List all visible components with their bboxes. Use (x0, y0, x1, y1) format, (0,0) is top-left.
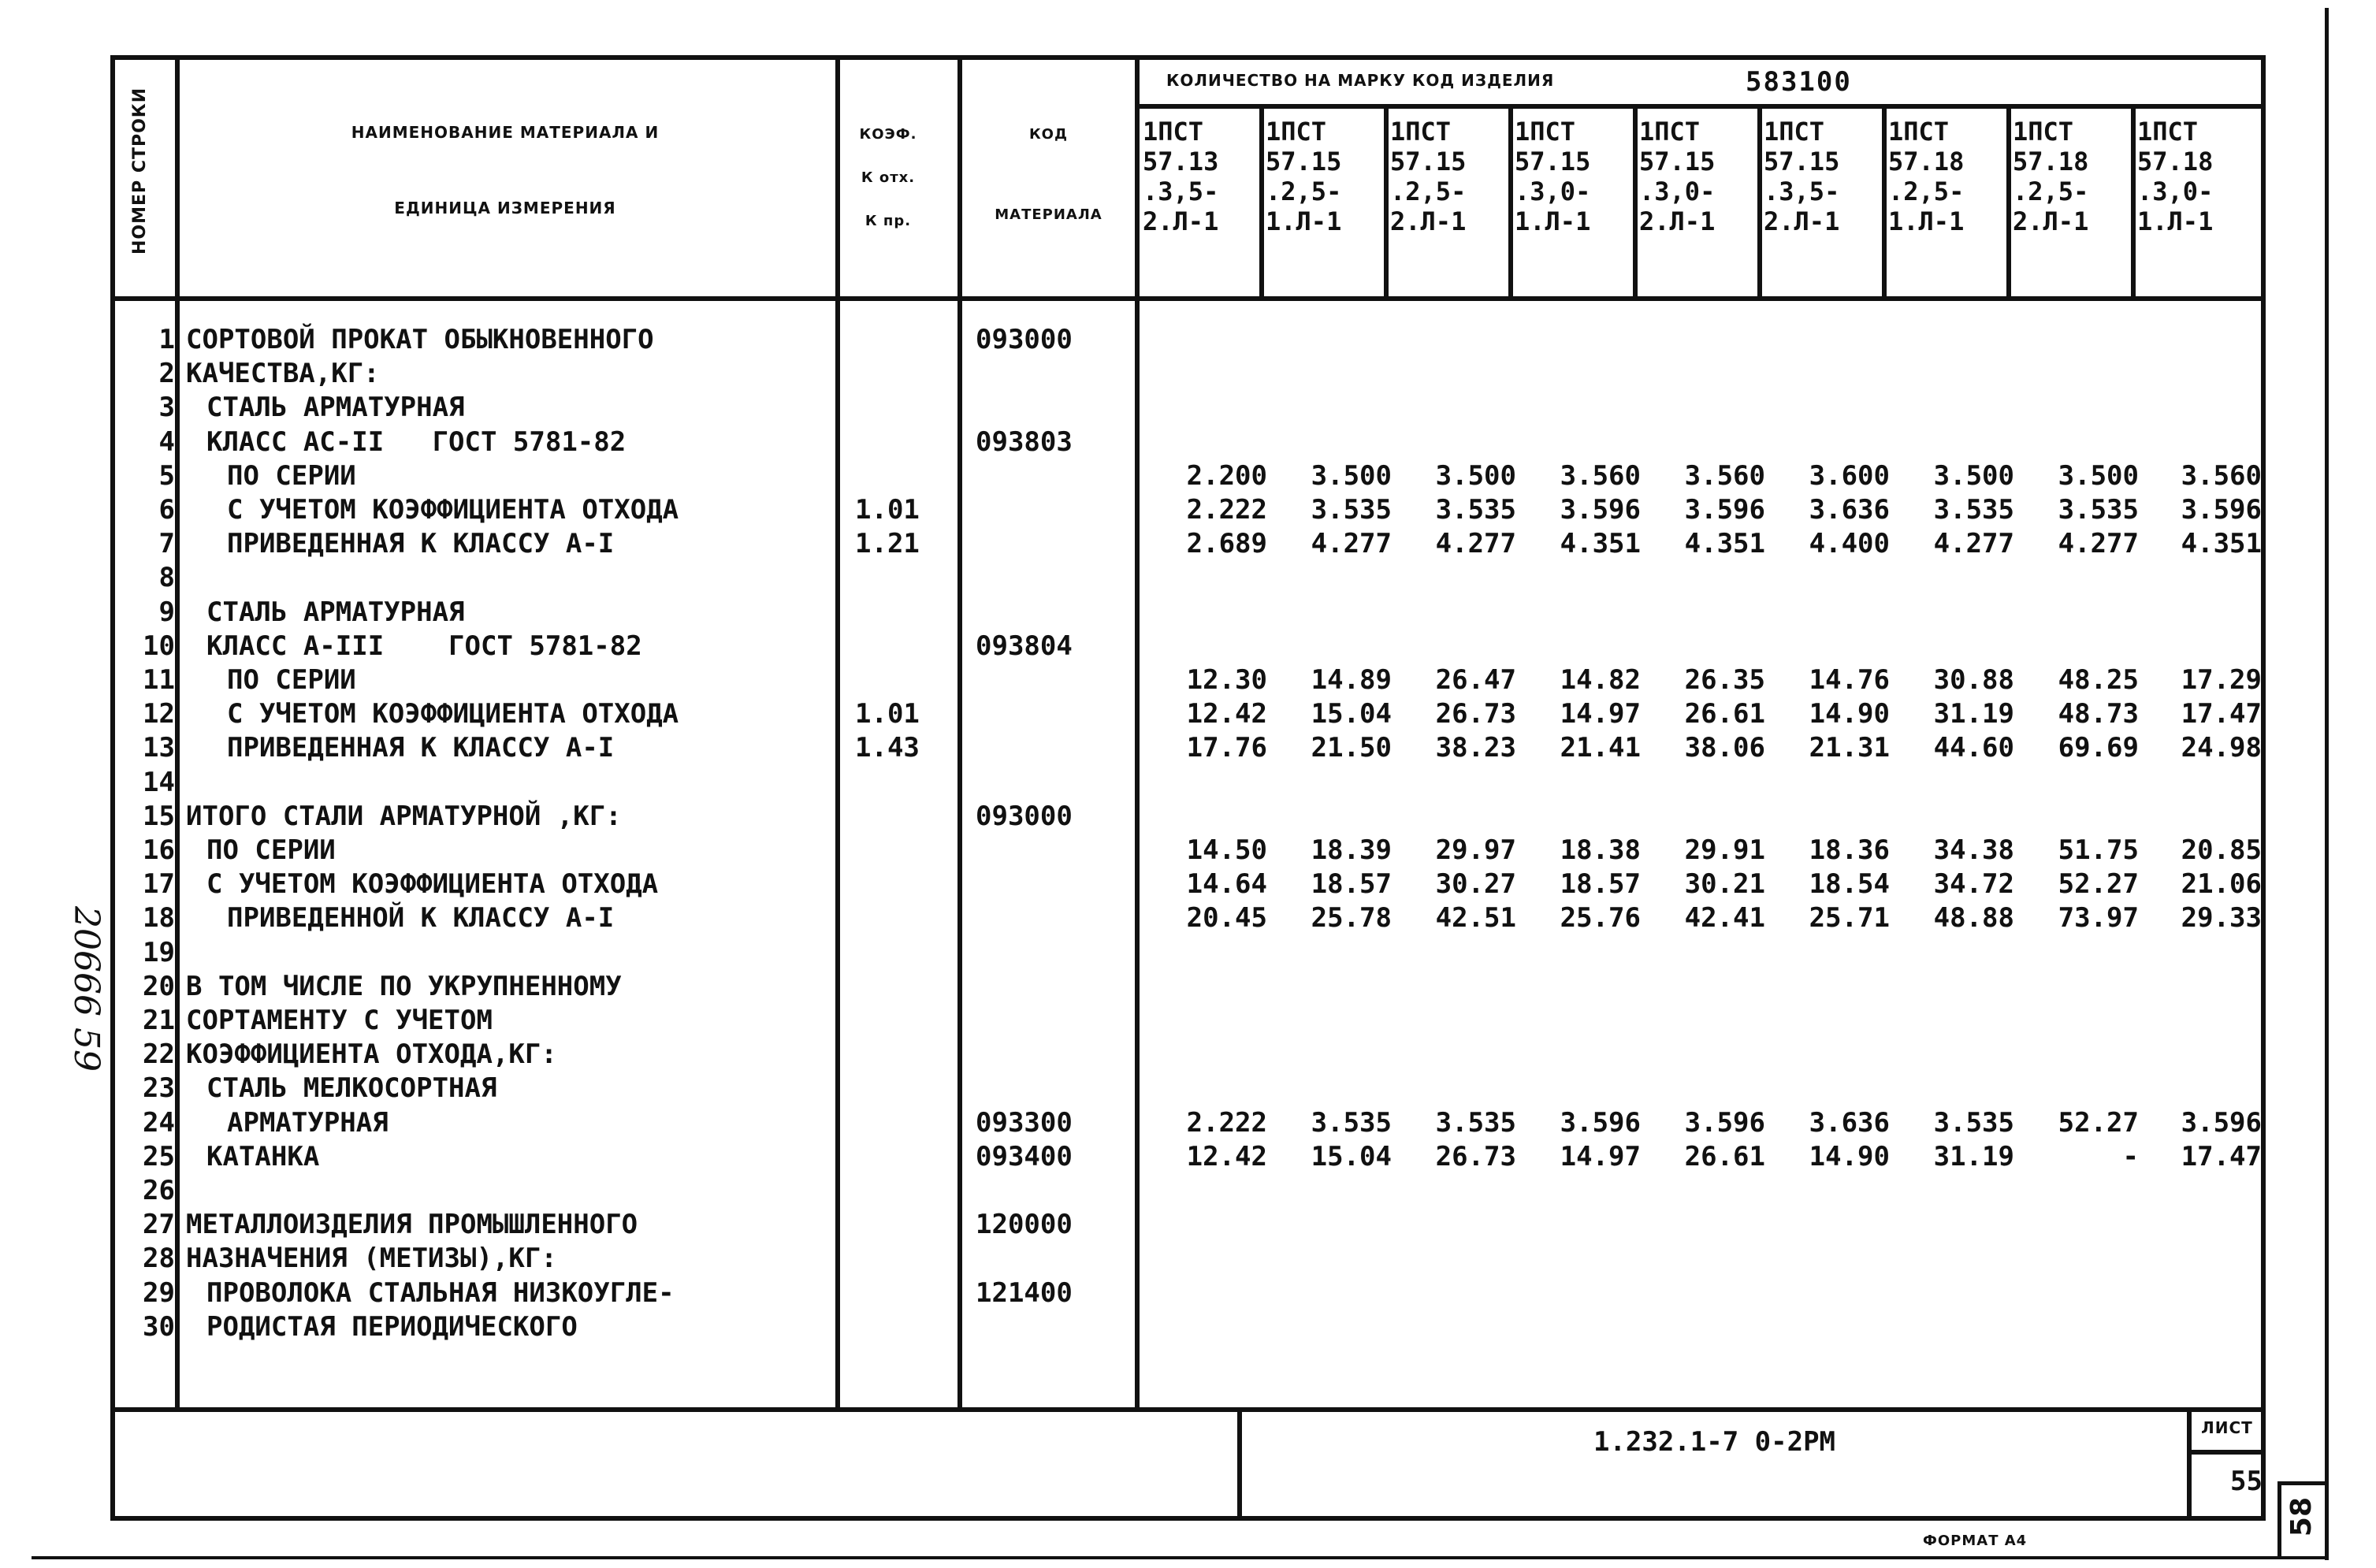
row-value-cell: 2.689 (1186, 528, 1267, 560)
bottom-margin-line (32, 1556, 2329, 1559)
row-number: 20 (143, 970, 175, 1002)
row-value-cell: 25.78 (1311, 902, 1392, 934)
row-value-cell: 14.97 (1560, 698, 1641, 730)
row-value-cell: 3.596 (1684, 494, 1765, 526)
row-value-cell: 38.23 (1435, 732, 1516, 764)
row-material-name: МЕТАЛЛОИЗДЕЛИЯ ПРОМЫШЛЕННОГО (186, 1209, 638, 1241)
product-code: 583100 (1746, 66, 1852, 98)
row-value-cell: 69.69 (2058, 732, 2139, 764)
row-material-name: ИТОГО СТАЛИ АРМАТУРНОЙ ,КГ: (186, 800, 622, 832)
row-number: 15 (143, 800, 175, 832)
row-value-cell: 26.61 (1684, 1140, 1765, 1172)
row-number: 24 (143, 1106, 175, 1139)
row-value-cell: 4.351 (1560, 528, 1641, 560)
row-coefficient: 1.21 (855, 528, 920, 560)
row-value-cell: 3.535 (1311, 1106, 1392, 1139)
row-number: 3 (158, 392, 175, 424)
row-material-name: ПРИВЕДЕННОЙ К КЛАССУ А-I (227, 902, 615, 934)
product-column-header: 1ПСТ 57.18 .2,5- 1.Л-1 (1888, 117, 1965, 236)
row-value-cell: 18.36 (1809, 834, 1890, 866)
subcol-line-3 (1508, 104, 1513, 299)
row-number: 12 (143, 698, 175, 730)
row-value-cell: 3.500 (1311, 459, 1392, 492)
row-value-cell: 26.73 (1435, 1140, 1516, 1172)
row-number: 16 (143, 834, 175, 866)
row-value-cell: 21.50 (1311, 732, 1392, 764)
product-column-header: 1ПСТ 57.15 .2,5- 2.Л-1 (1390, 117, 1467, 236)
row-value-cell: 2.222 (1186, 494, 1267, 526)
row-value-cell: 42.41 (1684, 902, 1765, 934)
footer-sheet-divider (2187, 1450, 2266, 1455)
row-value-cell: 4.351 (2181, 528, 2262, 560)
row-material-code: 093000 (976, 324, 1073, 355)
row-value-cell: 48.25 (2058, 664, 2139, 696)
footer-line-doc (1237, 1407, 1242, 1521)
row-value-cell: 2.200 (1186, 459, 1267, 492)
subcol-line-6 (1882, 104, 1887, 299)
row-value-cell: 21.41 (1560, 732, 1641, 764)
row-number: 27 (143, 1209, 175, 1241)
row-value-cell: 2.222 (1186, 1106, 1267, 1139)
row-value-cell: 14.97 (1560, 1140, 1641, 1172)
row-value-cell: 29.97 (1435, 834, 1516, 866)
row-material-name: КОЭФФИЦИЕНТА ОТХОДА,КГ: (186, 1039, 557, 1071)
row-number: 4 (158, 425, 175, 458)
code-header-line1: КОД (1028, 126, 1069, 143)
row-material-name: ПО СЕРИИ (227, 459, 356, 492)
row-material-name: В ТОМ ЧИСЛЕ ПО УКРУПНЕННОМУ (186, 970, 622, 1002)
row-number: 19 (143, 936, 175, 968)
row-value-cell: 21.06 (2181, 868, 2262, 901)
row-value-cell: 12.42 (1186, 698, 1267, 730)
row-value-cell: 18.54 (1809, 868, 1890, 901)
row-number: 21 (143, 1005, 175, 1036)
row-value-cell: 17.76 (1186, 732, 1267, 764)
row-number: 29 (143, 1276, 175, 1309)
row-number: 22 (143, 1039, 175, 1071)
row-value-cell: 18.57 (1311, 868, 1392, 901)
row-value-cell: 3.560 (2181, 459, 2262, 492)
row-number: 17 (143, 868, 175, 901)
row-value-cell: 25.76 (1560, 902, 1641, 934)
row-value-cell: 51.75 (2058, 834, 2139, 866)
row-value-cell: 20.85 (2181, 834, 2262, 866)
row-material-name: КЛАСС АС-II ГОСТ 5781-82 (206, 425, 627, 458)
row-value-cell: 18.39 (1311, 834, 1392, 866)
row-material-name: С УЧЕТОМ КОЭФФИЦИЕНТА ОТХОДА (227, 494, 679, 526)
quantity-label-divider (1135, 104, 2266, 109)
row-value-cell: 3.535 (1311, 494, 1392, 526)
row-value-cell: 73.97 (2058, 902, 2139, 934)
row-material-code: 093803 (976, 425, 1073, 458)
product-column-header: 1ПСТ 57.15 .2,5- 1.Л-1 (1266, 117, 1342, 236)
row-number: 30 (143, 1310, 175, 1343)
row-value-cell: 15.04 (1311, 1140, 1392, 1172)
row-value-cell: 4.400 (1809, 528, 1890, 560)
col-line-code (1135, 55, 1140, 1410)
row-number: 8 (158, 562, 175, 594)
row-value-cell: 26.61 (1684, 698, 1765, 730)
row-value-cell: 42.51 (1435, 902, 1516, 934)
row-number: 2 (158, 358, 175, 390)
sheet-label: ЛИСТ (2201, 1418, 2253, 1437)
coef-header-line3: К пр. (865, 213, 912, 229)
sheet-number: 55 (2230, 1466, 2263, 1497)
row-number: 11 (143, 664, 175, 696)
row-number: 23 (143, 1072, 175, 1105)
subcol-line-5 (1757, 104, 1762, 299)
row-value-cell: - (2122, 1140, 2139, 1172)
subcol-line-8 (2131, 104, 2136, 299)
row-value-cell: 17.47 (2181, 1140, 2262, 1172)
row-value-cell: 4.277 (1933, 528, 2014, 560)
product-column-header: 1ПСТ 57.15 .3,0- 1.Л-1 (1515, 117, 1591, 236)
row-value-cell: 4.277 (2058, 528, 2139, 560)
row-value-cell: 3.596 (1560, 494, 1641, 526)
right-margin-line (2325, 8, 2329, 1560)
product-column-header: 1ПСТ 57.15 .3,0- 2.Л-1 (1639, 117, 1716, 236)
row-value-cell: 3.636 (1809, 494, 1890, 526)
product-column-header: 1ПСТ 57.18 .2,5- 2.Л-1 (2013, 117, 2089, 236)
row-value-cell: 52.27 (2058, 1106, 2139, 1139)
row-number: 14 (143, 766, 175, 798)
row-number: 18 (143, 902, 175, 934)
row-value-cell: 30.88 (1933, 664, 2014, 696)
row-material-name: РОДИСТАЯ ПЕРИОДИЧЕСКОГО (206, 1310, 578, 1343)
row-value-cell: 3.535 (1435, 494, 1516, 526)
row-value-cell: 18.57 (1560, 868, 1641, 901)
row-value-cell: 52.27 (2058, 868, 2139, 901)
row-value-cell: 30.21 (1684, 868, 1765, 901)
name-header-line1: НАИМЕНОВАНИЕ МАТЕРИАЛА И (351, 123, 660, 142)
row-value-cell: 31.19 (1933, 698, 2014, 730)
row-value-cell: 26.35 (1684, 664, 1765, 696)
subcol-line-2 (1384, 104, 1389, 299)
row-value-cell: 26.73 (1435, 698, 1516, 730)
row-value-cell: 3.535 (1435, 1106, 1516, 1139)
row-value-cell: 15.04 (1311, 698, 1392, 730)
row-value-cell: 3.596 (1684, 1106, 1765, 1139)
row-value-cell: 3.500 (2058, 459, 2139, 492)
row-value-cell: 24.98 (2181, 732, 2262, 764)
row-value-cell: 48.73 (2058, 698, 2139, 730)
row-value-cell: 17.47 (2181, 698, 2262, 730)
row-value-cell: 3.560 (1684, 459, 1765, 492)
row-value-cell: 34.72 (1933, 868, 2014, 901)
coef-header-line2: К отх. (861, 169, 916, 186)
row-value-cell: 34.38 (1933, 834, 2014, 866)
row-value-cell: 38.06 (1684, 732, 1765, 764)
row-material-name: СТАЛЬ АРМАТУРНАЯ (206, 392, 465, 424)
row-value-cell: 14.64 (1186, 868, 1267, 901)
name-header-line2: ЕДИНИЦА ИЗМЕРЕНИЯ (394, 199, 616, 217)
side-inventory-number: 20666 59 (66, 906, 106, 1072)
row-value-cell: 30.27 (1435, 868, 1516, 901)
row-material-name: СТАЛЬ МЕЛКОСОРТНАЯ (206, 1072, 497, 1105)
corner-number: 58 (2285, 1496, 2318, 1537)
row-material-code: 093804 (976, 630, 1073, 662)
coef-header-line1: КОЭФ. (859, 126, 917, 143)
subcol-line-4 (1633, 104, 1638, 299)
row-material-name: ПО СЕРИИ (206, 834, 336, 866)
row-value-cell: 29.33 (2181, 902, 2262, 934)
row-material-name: НАЗНАЧЕНИЯ (МЕТИЗЫ),КГ: (186, 1243, 557, 1275)
row-material-code: 121400 (976, 1276, 1073, 1309)
row-value-cell: 14.90 (1809, 1140, 1890, 1172)
col-line-name (835, 55, 840, 1410)
row-value-cell: 3.535 (2058, 494, 2139, 526)
row-number: 25 (143, 1140, 175, 1172)
row-value-cell: 4.277 (1311, 528, 1392, 560)
row-number: 13 (143, 732, 175, 764)
quantity-header-label: КОЛИЧЕСТВО НА МАРКУ КОД ИЗДЕЛИЯ (1166, 71, 1555, 90)
row-value-cell: 44.60 (1933, 732, 2014, 764)
row-value-cell: 14.82 (1560, 664, 1641, 696)
row-number: 6 (158, 494, 175, 526)
row-value-cell: 3.500 (1435, 459, 1516, 492)
row-material-code: 093000 (976, 800, 1073, 832)
row-material-name: С УЧЕТОМ КОЭФФИЦИЕНТА ОТХОДА (227, 698, 679, 730)
product-column-header: 1ПСТ 57.18 .3,0- 1.Л-1 (2137, 117, 2214, 236)
row-value-cell: 3.636 (1809, 1106, 1890, 1139)
row-material-code: 093300 (976, 1106, 1073, 1139)
row-material-code: 093400 (976, 1140, 1073, 1172)
row-number: 26 (143, 1175, 175, 1206)
row-value-cell: 14.76 (1809, 664, 1890, 696)
row-value-cell: 48.88 (1933, 902, 2014, 934)
row-number: 10 (143, 630, 175, 662)
row-coefficient: 1.01 (855, 494, 920, 526)
row-material-name: СОРТОВОЙ ПРОКАТ ОБЫКНОВЕННОГО (186, 324, 654, 355)
row-material-name: ПРОВОЛОКА СТАЛЬНАЯ НИЗКОУГЛЕ- (206, 1276, 675, 1309)
row-value-cell: 25.71 (1809, 902, 1890, 934)
row-number: 9 (158, 596, 175, 628)
row-material-name: КАТАНКА (206, 1140, 320, 1172)
row-material-name: ПРИВЕДЕННАЯ К КЛАССУ А-I (227, 528, 615, 560)
row-value-cell: 29.91 (1684, 834, 1765, 866)
row-value-cell: 31.19 (1933, 1140, 2014, 1172)
product-column-header: 1ПСТ 57.13 .3,5- 2.Л-1 (1143, 117, 1219, 236)
row-value-cell: 3.596 (2181, 494, 2262, 526)
row-value-cell: 12.30 (1186, 664, 1267, 696)
row-material-name: АРМАТУРНАЯ (227, 1106, 389, 1139)
row-value-cell: 12.42 (1186, 1140, 1267, 1172)
row-value-cell: 14.50 (1186, 834, 1267, 866)
row-value-cell: 26.47 (1435, 664, 1516, 696)
row-material-name: КАЧЕСТВА,КГ: (186, 358, 380, 390)
row-value-cell: 20.45 (1186, 902, 1267, 934)
row-value-cell: 3.535 (1933, 1106, 2014, 1139)
code-header-line2: МАТЕРИАЛА (995, 206, 1102, 223)
row-material-name: СОРТАМЕНТУ С УЧЕТОМ (186, 1005, 493, 1036)
row-material-name: ПО СЕРИИ (227, 664, 356, 696)
row-number: 28 (143, 1243, 175, 1275)
row-value-cell: 3.600 (1809, 459, 1890, 492)
row-value-cell: 4.277 (1435, 528, 1516, 560)
row-material-name: СТАЛЬ АРМАТУРНАЯ (206, 596, 465, 628)
row-material-name: С УЧЕТОМ КОЭФФИЦИЕНТА ОТХОДА (206, 868, 659, 901)
row-value-cell: 17.29 (2181, 664, 2262, 696)
row-value-cell: 3.596 (2181, 1106, 2262, 1139)
row-value-cell: 4.351 (1684, 528, 1765, 560)
row-coefficient: 1.01 (855, 698, 920, 730)
row-value-cell: 14.89 (1311, 664, 1392, 696)
format-label: ФОРМАТ А4 (1923, 1533, 2028, 1549)
row-number: 5 (158, 459, 175, 492)
row-material-code: 120000 (976, 1209, 1073, 1241)
header-divider (110, 296, 2266, 301)
row-value-cell: 3.596 (1560, 1106, 1641, 1139)
col-line-coef (957, 55, 962, 1410)
row-number: 1 (158, 324, 175, 355)
row-value-cell: 14.90 (1809, 698, 1890, 730)
row-value-cell: 3.535 (1933, 494, 2014, 526)
row-number-header: НОМЕР СТРОКИ (130, 87, 150, 255)
subcol-line-7 (2006, 104, 2011, 299)
col-line-rownum (175, 55, 180, 1410)
row-value-cell: 21.31 (1809, 732, 1890, 764)
row-material-name: КЛАСС А-III ГОСТ 5781-82 (206, 630, 642, 662)
row-material-name: ПРИВЕДЕННАЯ К КЛАССУ А-I (227, 732, 615, 764)
footer-divider (110, 1407, 2266, 1412)
document-code: 1.232.1-7 0-2РМ (1593, 1426, 1836, 1458)
row-value-cell: 3.560 (1560, 459, 1641, 492)
row-number: 7 (158, 528, 175, 560)
product-column-header: 1ПСТ 57.15 .3,5- 2.Л-1 (1764, 117, 1840, 236)
row-value-cell: 3.500 (1933, 459, 2014, 492)
row-value-cell: 18.38 (1560, 834, 1641, 866)
row-coefficient: 1.43 (855, 732, 920, 764)
